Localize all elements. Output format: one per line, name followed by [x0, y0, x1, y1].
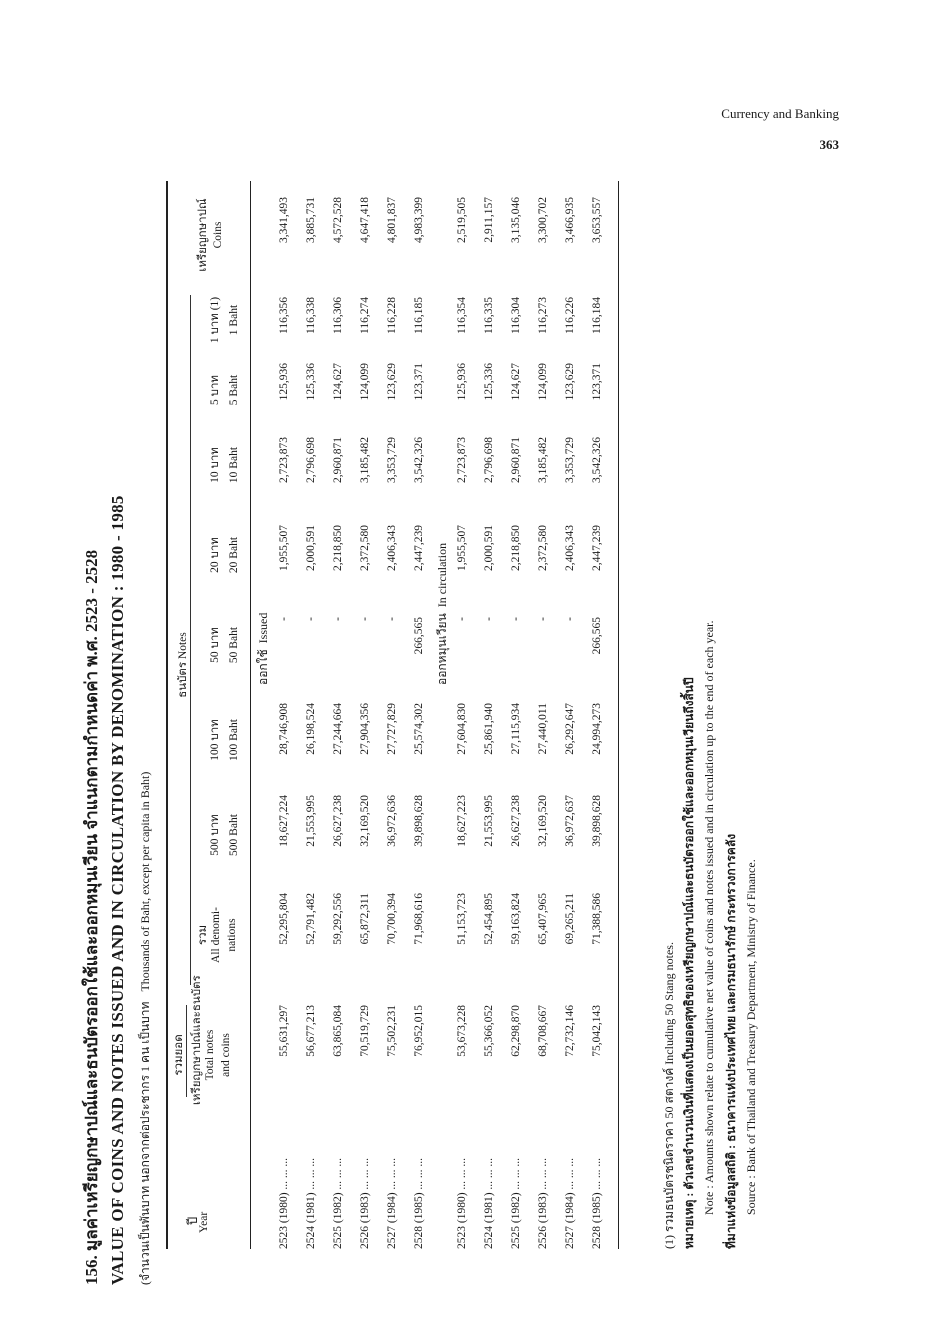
total-header-thai: เหรียญกษาปณ์และธนบัตร	[191, 975, 203, 1105]
cell-d500: 18,627,223	[456, 795, 468, 847]
cell-all: 70,700,394	[386, 893, 398, 945]
cell-total: 70,519,729	[359, 1005, 371, 1057]
cell-d1: 116,228	[386, 297, 398, 334]
cell-d5: 123,629	[386, 363, 398, 401]
all-header-en-1: All denomi-	[210, 907, 222, 963]
cell-d1: 116,304	[510, 297, 522, 334]
cell-d5: 125,936	[456, 363, 468, 401]
cell-d1: 116,335	[483, 297, 495, 334]
cell-d500: 32,169,520	[359, 795, 371, 847]
unit-thai: (จำนวนเป็นพันบาท นอกจากต่อประชากร 1 คน เป็นบาท	[138, 1001, 152, 1285]
cell-d20: 2,000,591	[483, 525, 495, 571]
cell-d500: 26,627,238	[510, 795, 522, 847]
d500-header-thai: 500 บาท	[209, 814, 221, 856]
cell-d10: 3,353,729	[386, 437, 398, 483]
cell-d500: 18,627,224	[278, 795, 290, 847]
cell-year: 2526 (1983) ... ... ...	[537, 1157, 549, 1249]
rotated-table-block	[78, 185, 858, 1285]
cell-d100: 27,244,664	[332, 703, 344, 755]
total-group-header: รวมยอด	[173, 1034, 185, 1076]
cell-d20: 2,372,580	[537, 525, 549, 571]
unit-note	[136, 762, 155, 1285]
cell-coins: 2,519,505	[456, 197, 468, 243]
cell-d1: 116,306	[332, 297, 344, 334]
coins-header-thai: เหรียญกษาปณ์	[197, 198, 209, 272]
d1-header-thai: 1 บาท (1)	[209, 296, 221, 344]
section-issued-en: Issued	[256, 612, 270, 644]
cell-d100: 27,115,934	[510, 703, 522, 755]
cell-d50: -	[483, 617, 495, 621]
cell-d5: 124,627	[332, 363, 344, 401]
cell-year: 2524 (1981) ... ... ...	[305, 1157, 317, 1249]
section-circulation-thai: ออกหมุนเวียน	[435, 613, 449, 685]
all-header-en-2: nations	[226, 918, 238, 952]
cell-d500: 39,898,628	[591, 795, 603, 847]
cell-d20: 2,447,239	[591, 525, 603, 571]
d100-header-thai: 100 บาท	[209, 719, 221, 761]
cell-total: 55,366,052	[483, 1005, 495, 1057]
cell-total: 75,502,231	[386, 1005, 398, 1057]
cell-d1: 116,185	[413, 297, 425, 334]
d5-header-en: 5 Baht	[228, 374, 240, 406]
cell-d5: 124,099	[359, 363, 371, 401]
cell-d100: 27,604,830	[456, 703, 468, 755]
all-header-thai: รวม	[197, 924, 209, 946]
cell-all: 65,872,311	[359, 893, 371, 945]
cell-d500: 36,972,636	[386, 795, 398, 847]
total-subrule	[186, 1005, 187, 1097]
section-circulation	[433, 543, 452, 685]
cell-d100: 27,727,829	[386, 703, 398, 755]
source-english: Source : Bank of Thailand and Treasury Department, Ministry of Finance.	[744, 859, 758, 1215]
cell-d1: 116,274	[359, 297, 371, 334]
cell-d20: 2,218,850	[332, 525, 344, 571]
cell-d20: 2,406,343	[386, 525, 398, 571]
cell-d100: 24,994,273	[591, 703, 603, 755]
cell-d50: -	[305, 617, 317, 621]
cell-total: 72,732,146	[564, 1005, 576, 1057]
cell-total: 75,042,143	[591, 1005, 603, 1057]
cell-d1: 116,273	[537, 297, 549, 334]
cell-d50: -	[386, 617, 398, 621]
cell-all: 59,292,556	[332, 893, 344, 945]
cell-d5: 125,336	[483, 363, 495, 401]
cell-d100: 27,440,011	[537, 703, 549, 755]
cell-coins: 4,572,528	[332, 197, 344, 243]
section-circulation-en: In circulation	[435, 542, 449, 608]
cell-d50: -	[537, 617, 549, 621]
cell-d20: 2,447,239	[413, 525, 425, 571]
cell-d100: 26,198,524	[305, 703, 317, 755]
title-thai: 156. มูลค่าเหรียญกษาปณ์และธนบัตรออกใช้และออกหมุนเวียน จำแนกตามกำหนดค่า พ.ศ. 2523 - 2528	[82, 549, 101, 1285]
cell-year: 2528 (1985) ... ... ...	[591, 1157, 603, 1249]
cell-d5: 123,371	[591, 363, 603, 401]
cell-d50: -	[278, 617, 290, 621]
cell-year: 2526 (1983) ... ... ...	[359, 1157, 371, 1249]
year-header-thai: ปี	[185, 1216, 200, 1225]
cell-coins: 3,885,731	[305, 197, 317, 243]
cell-total: 62,298,870	[510, 1005, 522, 1057]
cell-d1: 116,354	[456, 297, 468, 334]
cell-coins: 4,801,837	[386, 197, 398, 243]
cell-total: 53,673,228	[456, 1005, 468, 1057]
cell-d5: 125,936	[278, 363, 290, 401]
title-english: VALUE OF COINS AND NOTES ISSUED AND IN CIRCULATION BY DENOMINATION : 1980 - 1985	[108, 495, 127, 1285]
cell-d5: 124,627	[510, 363, 522, 401]
cell-d20: 1,955,507	[278, 525, 290, 571]
cell-d1: 116,184	[591, 297, 603, 334]
cell-d50: -	[564, 617, 576, 621]
d100-header-en: 100 Baht	[228, 719, 240, 761]
cell-d5: 124,099	[537, 363, 549, 401]
d50-header-thai: 50 บาท	[209, 627, 221, 663]
cell-d100: 25,574,302	[413, 703, 425, 755]
cell-all: 52,454,895	[483, 893, 495, 945]
cell-d100: 26,292,647	[564, 703, 576, 755]
cell-all: 51,153,723	[456, 893, 468, 945]
cell-d50: -	[510, 617, 522, 621]
cell-d500: 32,169,520	[537, 795, 549, 847]
d20-header-thai: 20 บาท	[209, 537, 221, 573]
total-header-en-1: Total notes	[204, 1029, 216, 1081]
cell-year: 2527 (1984) ... ... ...	[386, 1157, 398, 1249]
source-thai: ที่มาแห่งข้อมูลสถิติ : ธนาคารแห่งประเทศไทย และกรมธนารักษ์ กระทรวงการคลัง	[724, 833, 738, 1249]
note-english: Note : Amounts shown relate to cumulative net value of coins and notes issued and in circulation up to the end of each year.	[702, 620, 716, 1215]
cell-d500: 21,553,995	[483, 795, 495, 847]
unit-english: Thousands of Baht, except per capita in Baht)	[138, 771, 152, 992]
cell-all: 52,791,482	[305, 893, 317, 945]
cell-d1: 116,226	[564, 297, 576, 334]
cell-d20: 2,218,850	[510, 525, 522, 571]
cell-d100: 28,746,908	[278, 703, 290, 755]
cell-d50: 266,565	[413, 617, 425, 655]
cell-d1: 116,338	[305, 297, 317, 334]
total-header-en-2: and coins	[220, 1033, 232, 1077]
cell-d10: 2,960,871	[332, 437, 344, 483]
cell-d10: 2,796,698	[483, 437, 495, 483]
remark-thai: หมายเหตุ : ตัวเลขจำนวนเงินที่แสดงเป็นยอดสุทธิของเหรียญกษาปณ์และธนบัตรออกใช้และออกหมุนเวียนถึงสิ้นปี	[682, 677, 696, 1249]
cell-d20: 2,372,580	[359, 525, 371, 571]
cell-d50: 266,565	[591, 617, 603, 655]
cell-d5: 125,336	[305, 363, 317, 401]
table-bottom-rule	[618, 181, 619, 1249]
cell-coins: 3,300,702	[537, 197, 549, 243]
cell-d10: 3,185,482	[537, 437, 549, 483]
cell-d5: 123,629	[564, 363, 576, 401]
cell-all: 71,388,586	[591, 893, 603, 945]
cell-d20: 1,955,507	[456, 525, 468, 571]
cell-d100: 25,861,940	[483, 703, 495, 755]
d500-header-en: 500 Baht	[228, 814, 240, 856]
cell-total: 63,865,084	[332, 1005, 344, 1057]
page-number: 363	[819, 137, 839, 152]
cell-d10: 2,723,873	[278, 437, 290, 483]
cell-all: 71,968,616	[413, 893, 425, 945]
header-bottom-rule	[250, 181, 251, 1249]
cell-year: 2523 (1980) ... ... ...	[456, 1157, 468, 1249]
cell-all: 69,265,211	[564, 893, 576, 945]
cell-coins: 4,983,399	[413, 197, 425, 243]
cell-d500: 39,898,628	[413, 795, 425, 847]
cell-coins: 3,341,493	[278, 197, 290, 243]
cell-all: 59,163,824	[510, 893, 522, 945]
cell-d20: 2,406,343	[564, 525, 576, 571]
d10-header-en: 10 Baht	[228, 446, 240, 484]
cell-d10: 3,542,326	[413, 437, 425, 483]
cell-coins: 3,135,046	[510, 197, 522, 243]
section-issued-thai: ออกใช้	[256, 649, 270, 685]
cell-year: 2524 (1981) ... ... ...	[483, 1157, 495, 1249]
year-header-en: Year	[198, 1211, 210, 1233]
cell-d50: -	[456, 617, 468, 621]
cell-coins: 3,653,557	[591, 197, 603, 243]
cell-total: 76,952,015	[413, 1005, 425, 1057]
cell-year: 2523 (1980) ... ... ...	[278, 1157, 290, 1249]
cell-coins: 3,466,935	[564, 197, 576, 243]
cell-year: 2528 (1985) ... ... ...	[413, 1157, 425, 1249]
cell-all: 65,407,965	[537, 893, 549, 945]
cell-d500: 21,553,995	[305, 795, 317, 847]
cell-d10: 2,960,871	[510, 437, 522, 483]
d20-header-en: 20 Baht	[228, 536, 240, 574]
cell-year: 2525 (1982) ... ... ...	[332, 1157, 344, 1249]
d5-header-thai: 5 บาท	[209, 375, 221, 405]
cell-d10: 3,353,729	[564, 437, 576, 483]
d10-header-thai: 10 บาท	[209, 447, 221, 483]
d50-header-en: 50 Baht	[228, 626, 240, 664]
cell-d500: 36,972,637	[564, 795, 576, 847]
cell-d500: 26,627,238	[332, 795, 344, 847]
cell-d20: 2,000,591	[305, 525, 317, 571]
notes-group-header: ธนบัตร Notes	[177, 632, 189, 698]
section-issued	[254, 613, 273, 685]
cell-total: 55,631,297	[278, 1005, 290, 1057]
cell-d10: 2,723,873	[456, 437, 468, 483]
table-top-rule	[166, 181, 168, 1249]
cell-year: 2527 (1984) ... ... ...	[564, 1157, 576, 1249]
footnote-1: (1) รวมธนบัตรชนิดราคา 50 สตางค์ Including 50 Stang notes.	[662, 942, 676, 1249]
cell-d5: 123,371	[413, 363, 425, 401]
cell-d10: 2,796,698	[305, 437, 317, 483]
cell-d10: 3,542,326	[591, 437, 603, 483]
notes-subrule	[190, 295, 191, 985]
cell-year: 2525 (1982) ... ... ...	[510, 1157, 522, 1249]
d1-header-en: 1 Baht	[228, 304, 240, 336]
cell-all: 52,295,804	[278, 893, 290, 945]
cell-d50: -	[359, 617, 371, 621]
running-header: Currency and Banking	[721, 106, 839, 121]
cell-d1: 116,356	[278, 297, 290, 334]
coins-header-en: Coins	[212, 221, 224, 249]
cell-d10: 3,185,482	[359, 437, 371, 483]
cell-d50: -	[332, 617, 344, 621]
cell-d100: 27,904,356	[359, 703, 371, 755]
cell-coins: 4,647,418	[359, 197, 371, 243]
cell-total: 56,677,213	[305, 1005, 317, 1057]
cell-total: 68,708,667	[537, 1005, 549, 1057]
cell-coins: 2,911,157	[483, 197, 495, 243]
